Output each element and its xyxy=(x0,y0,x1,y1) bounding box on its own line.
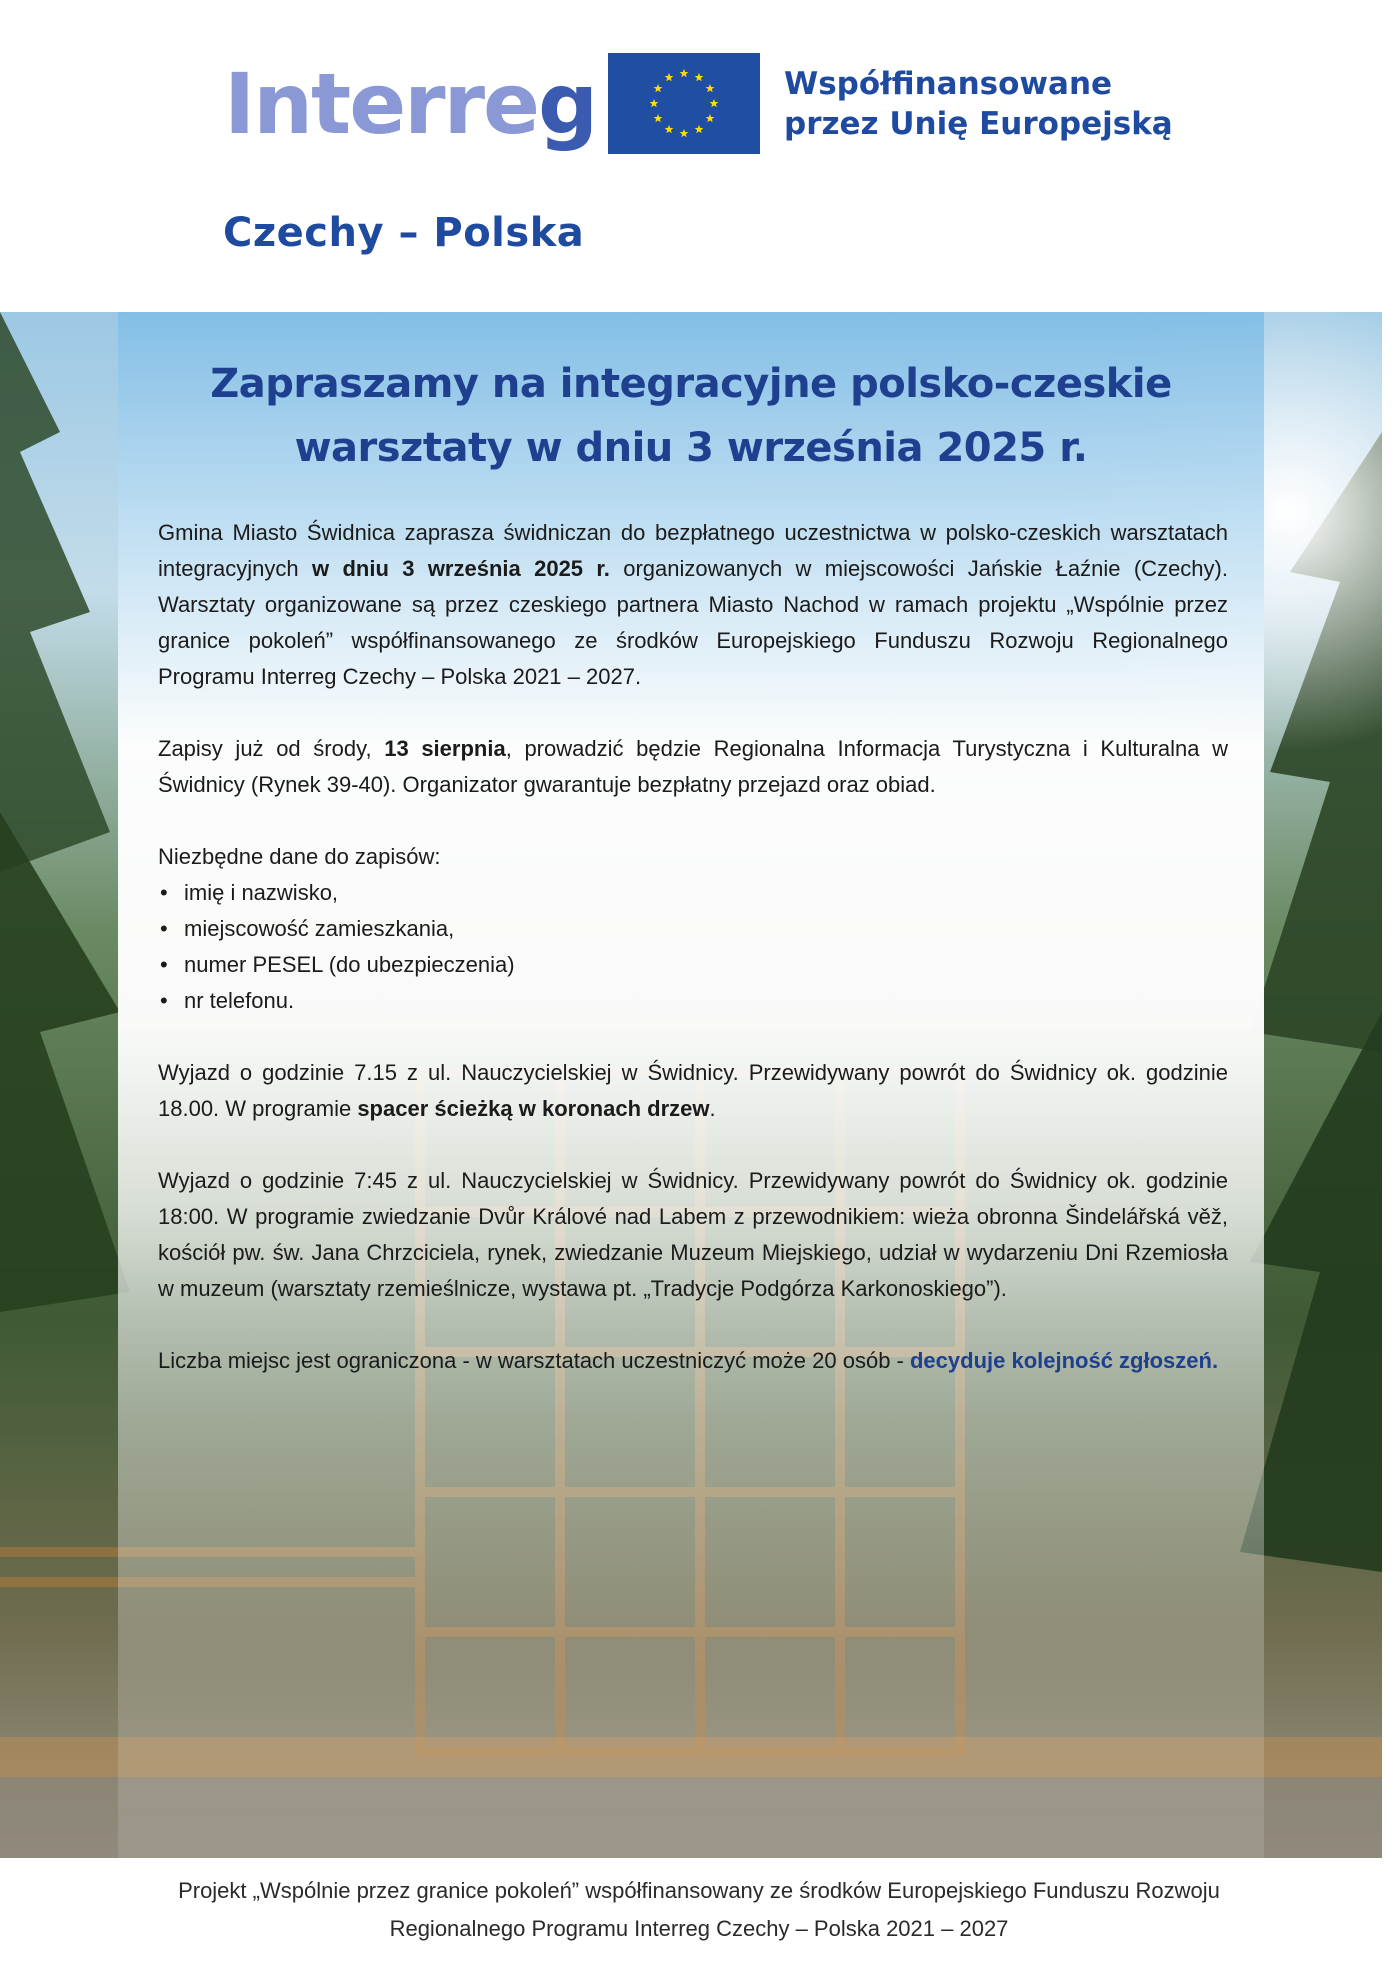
paragraph-departure-1-highlight: spacer ścieżką w koronach drzew xyxy=(357,1096,710,1121)
footer-line-1: Projekt „Wspólnie przez granice pokoleń” współfinansowany ze środków Europejskiego Funduszu Rozwoju xyxy=(178,1878,1220,1903)
list-item: • nr telefonu. xyxy=(158,983,1228,1019)
paragraph-registration-text-a: Zapisy już od środy, xyxy=(158,736,385,761)
headline-line-1: Zapraszamy na integracyjne polsko-czeskie xyxy=(210,361,1172,407)
paragraph-departure-2: Wyjazd o godzinie 7:45 z ul. Nauczycielskiej w Świdnicy. Przewidywany powrót do Świdnicy ok. godzinie 18:00. W programie zwiedzanie Dvůr Králové nad Labem z przewodnikiem: wieża obronna Šindelářská věž, kościół pw. św. Jana Chrzciciela, rynek, zwiedzanie Muzeum Miejskiego, udział w wydarzeniu Dni Rzemiosła w muzeum (warsztaty rzemieślnicze, wystawa pt. „Tradycje Podgórza Karkonoskiego”). xyxy=(158,1168,1228,1301)
eu-star xyxy=(654,84,663,92)
paragraph-registration-text-c: , prowadzić będzie Regionalna Informacja Turystyczna i Kulturalna w Świdnicy (Rynek 39-40). Organizator gwarantuje bezpłatny przejazd oraz obiad. xyxy=(158,736,1229,797)
eu-cofinanced-text xyxy=(784,64,1173,144)
eu-star xyxy=(680,129,689,137)
eu-line-2: przez Unię Europejską xyxy=(784,106,1173,142)
paragraph-capacity-highlight: decyduje kolejność zgłoszeń. xyxy=(909,1348,1219,1373)
eu-star xyxy=(654,114,663,122)
paragraph-registration-date: 13 sierpnia xyxy=(384,736,506,761)
paragraph-intro-text-c: organizowanych w miejscowości Jańskie Łaźnie (Czechy). Warsztaty organizowane są przez czeskiego partnera Miasto Nachod w ramach projektu „Wspólnie przez granice pokoleń” współfinansowanego ze środków Europejskiego Funduszu Rozwoju Regionalnego Programu Interreg Czechy – Polska 2021 – 2027. xyxy=(158,556,1228,689)
paragraph-registration xyxy=(158,731,1228,803)
logo-text-prefix: Interre xyxy=(224,55,539,153)
eu-star xyxy=(695,125,704,133)
paragraph-capacity-text-a: Liczba miejsc jest ograniczona - w warsztatach uczestniczyć może 20 osób - xyxy=(158,1348,910,1373)
eu-star xyxy=(695,73,704,81)
list-item: • imię i nazwisko, xyxy=(158,875,1228,911)
body-text xyxy=(158,515,1228,1379)
paragraph-intro xyxy=(158,515,1228,695)
paragraph-intro-text-a: Gmina Miasto Świdnica zaprasza świdniczan do bezpłatnego uczestnictwa w polsko-czeskich warsztatach integracyjnych xyxy=(158,520,1228,581)
eu-flag-icon xyxy=(608,53,760,154)
headline xyxy=(118,352,1264,480)
interreg-logo xyxy=(224,55,597,153)
eu-star xyxy=(665,73,674,81)
eu-star xyxy=(710,99,719,107)
eu-stars xyxy=(608,53,760,154)
paragraph-departure-1-text-a: Wyjazd o godzinie 7.15 z ul. Nauczycielskiej w Świdnicy. Przewidywany powrót do Świdnicy ok. godzinie 18.00. W programie xyxy=(158,1060,1228,1121)
eu-star xyxy=(665,125,674,133)
eu-line-1: Współfinansowane xyxy=(784,66,1113,102)
footer-line-2: Regionalnego Programu Interreg Czechy – Polska 2021 – 2027 xyxy=(389,1916,1009,1941)
forest-tower-photo xyxy=(0,312,1382,1858)
paragraph-intro-date: w dniu 3 września 2025 r. xyxy=(311,556,610,581)
eu-star xyxy=(650,99,659,107)
content-panel xyxy=(118,312,1264,1858)
eu-star xyxy=(706,84,715,92)
eu-star xyxy=(706,114,715,122)
paragraph-departure-1-text-c: . xyxy=(709,1096,716,1121)
program-region: Czechy – Polska xyxy=(223,210,585,256)
header xyxy=(0,0,1398,312)
paragraph-departure-1 xyxy=(158,1055,1228,1127)
footer xyxy=(0,1858,1398,1982)
eu-star xyxy=(680,69,689,77)
list-item: • numer PESEL (do ubezpieczenia) xyxy=(158,947,1228,983)
list-item: • miejscowość zamieszkania, xyxy=(158,911,1228,947)
logo-text-suffix: g xyxy=(538,55,597,153)
headline-line-2: warsztaty w dniu 3 września 2025 r. xyxy=(294,425,1088,471)
paragraph-capacity xyxy=(158,1343,1228,1379)
required-data-intro: Niezbędne dane do zapisów: xyxy=(158,844,441,869)
required-data-list xyxy=(158,875,1228,1019)
